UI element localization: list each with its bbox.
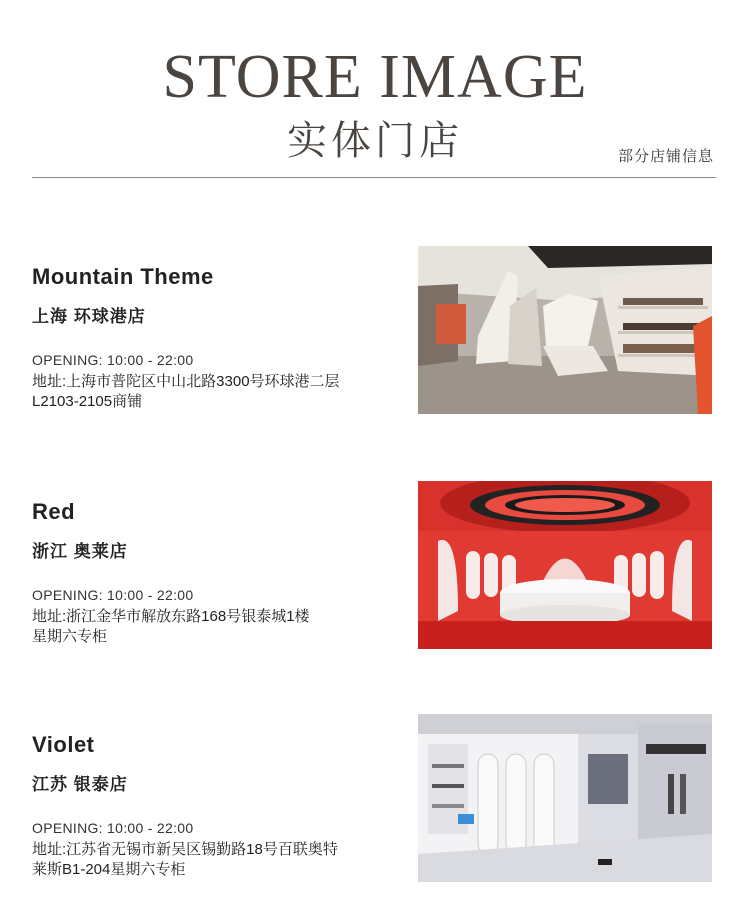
partial-store-info-note: 部分店铺信息 — [617, 148, 714, 165]
page-header — [0, 0, 750, 180]
store-address-line: L2103-2105商铺 — [32, 393, 143, 410]
store-address-line: 星期六专柜 — [32, 628, 108, 645]
store-address — [32, 840, 392, 880]
store-opening-hours: OPENING: 10:00 - 22:00 — [32, 352, 194, 368]
store-city-name: 上海 环球港店 — [32, 307, 146, 326]
store-address-line: 地址:浙江金华市解放东路168号银泰城1楼 — [32, 608, 310, 625]
store-card-mountain — [0, 246, 750, 416]
page-title-cn: 实体门店 — [287, 118, 463, 164]
store-theme-name: Mountain Theme — [32, 264, 214, 289]
store-address-line: 地址:上海市普陀区中山北路3300号环球港二层 — [32, 373, 340, 390]
header-divider — [32, 177, 716, 178]
store-address-line: 莱斯B1-204星期六专柜 — [32, 861, 186, 878]
store-photo-violet — [418, 714, 712, 882]
page-title-en: STORE IMAGE — [162, 43, 588, 111]
store-theme-name: Red — [32, 499, 76, 524]
store-city-name: 江苏 银泰店 — [32, 775, 128, 794]
store-photo-red — [418, 481, 712, 649]
store-opening-hours: OPENING: 10:00 - 22:00 — [32, 587, 194, 603]
store-card-violet — [0, 714, 750, 884]
store-card-red — [0, 481, 750, 651]
store-opening-hours: OPENING: 10:00 - 22:00 — [32, 820, 194, 836]
store-city-name: 浙江 奥莱店 — [32, 542, 128, 561]
store-address — [32, 607, 392, 647]
store-theme-name: Violet — [32, 732, 95, 757]
store-address-line: 地址:江苏省无锡市新吴区锡勤路18号百联奥特 — [32, 841, 338, 858]
store-address — [32, 372, 392, 412]
store-photo-mountain — [418, 246, 712, 414]
